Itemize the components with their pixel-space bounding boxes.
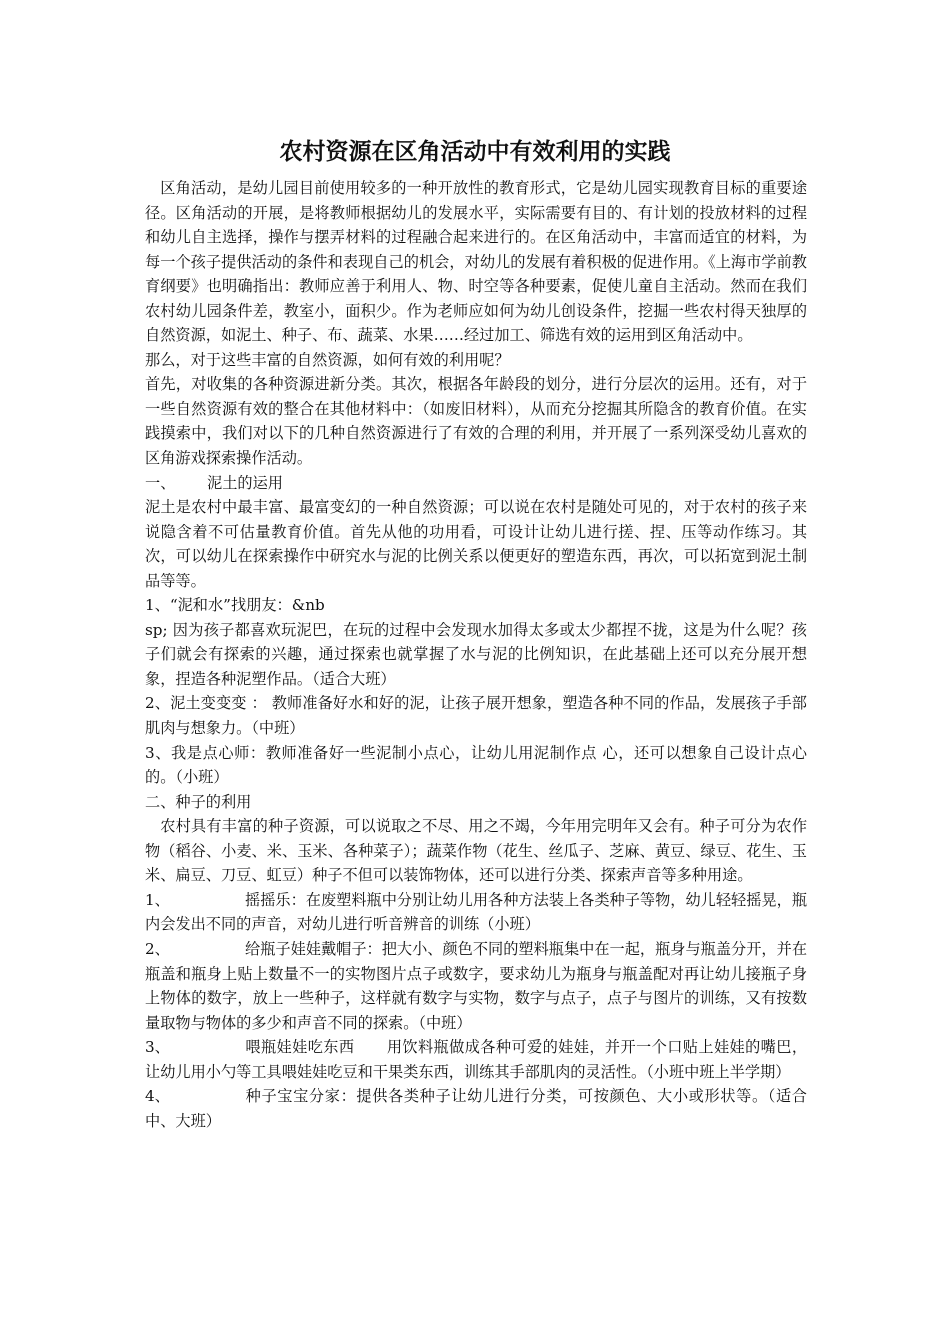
section1-item1-text: sp; 因为孩子都喜欢玩泥巴，在玩的过程中会发现水加得太多或太少都捏不拢，这是为什么呢？孩子们就会有探索的兴趣，通过探索也就掌握了水与泥的比例知识，在此基础上还可以充分展开想象，捏造各种泥塑作品。（适合大班） <box>145 620 807 688</box>
section2-item2 <box>145 937 807 1035</box>
section1-intro: 泥土是农村中最丰富、最富变幻的一种自然资源；可以说在农村是随处可见的，对于农村的孩子来说隐含着不可估量教育价值。首先从他的功用看，可设计让幼儿进行搓、捏、压等动作练习。其次，可以幼儿在探索操作中研究水与泥的比例关系以便更好的塑造东西，再次，可以拓宽到泥土制品等等。 <box>145 498 807 590</box>
intro-paragraph: 区角活动，是幼儿园目前使用较多的一种开放性的教育形式，它是幼儿园实现教育目标的重要途径。区角活动的开展，是将教师根据幼儿的发展水平，实际需要有目的、有计划的投放材料的过程和幼儿自主选择，操作与摆弄材料的过程融合起来进行的。在区角活动中，丰富而适宜的材料，为每一个孩子提供活动的条件和表现自己的机会，对幼儿的发展有着积极的促进作用。《上海市学前教育纲要》也明确指出：教师应善于利用人、物、时空等各种要素，促使儿童自主活动。然而在我们农村幼儿园条件差，教室小，面积少。作为老师应如何为幼儿创设条件，挖掘一些农村得天独厚的自然资源，如泥土、种子、布、蔬菜、水果……经过加工、筛选有效的运用到区角活动中。 <box>145 179 807 345</box>
item-number: 1、 <box>145 890 170 909</box>
item-text: 摇摇乐：在废塑料瓶中分别让幼儿用各种方法装上各类种子等物，幼儿轻轻摇晃，瓶内会发出不同的声音，对幼儿进行听音辨音的训练（小班） <box>145 890 807 934</box>
item-text: 种子宝宝分家：提供各类种子让幼儿进行分类，可按颜色、大小或形状等。（适合中、大班） <box>145 1087 807 1130</box>
section2-item3 <box>145 1035 807 1084</box>
section1-heading <box>145 471 807 496</box>
section1-number: 一、 <box>145 473 176 492</box>
item-number: 4、 <box>145 1087 170 1106</box>
question-paragraph: 那么，对于这些丰富的自然资源，如何有效的利用呢？ <box>145 350 510 369</box>
item-number: 2、 <box>145 939 170 958</box>
item-text: 给瓶子娃娃戴帽子：把大小、颜色不同的塑料瓶集中在一起，瓶身与瓶盖分开，并在瓶盖和瓶身上贴上数量不一的实物图片点子或数字，要求幼儿为瓶身与瓶盖配对再让幼儿接瓶子身上物体的数字，放上一些种子，这样就有数字与实物，数字与点子，点子与图片的训练，又有按数量取物与物体的多少和声音不同的探索。（中班） <box>145 939 807 1032</box>
document-body <box>145 176 807 1133</box>
section1-title: 泥土的运用 <box>207 473 283 492</box>
section1-item1-line: 1、“泥和水”找朋友：&nb <box>145 596 325 615</box>
section2-heading: 二、种子的利用 <box>145 792 252 811</box>
section1-item3: 3、我是点心师：教师准备好一些泥制小点心，让幼儿用泥制作点 心，还可以想象自己设计点心的。（小班） <box>145 743 807 787</box>
section2-item1 <box>145 888 807 937</box>
section2-intro: 农村具有丰富的种子资源，可以说取之不尽、用之不竭，今年用完明年又会有。种子可分为农作物（稻谷、小麦、米、玉米、各种菜子）；蔬菜作物（花生、丝瓜子、芝麻、黄豆、绿豆、花生、玉米、扁豆、刀豆、虹豆）种子不但可以装饰物体，还可以进行分类、探索声音等多种用途。 <box>145 817 807 885</box>
document-title: 农村资源在区角活动中有效利用的实践 <box>279 139 671 165</box>
item-number: 3、 <box>145 1038 170 1057</box>
item-text: 用饮料瓶做成各种可爱的娃娃，并开一个口贴上娃娃的嘴巴，让幼儿用小勺等工具喂娃娃吃豆和干果类东西，训练其手部肌肉的灵活性。（小班中班上半学期） <box>145 1038 808 1081</box>
section2-item4 <box>145 1084 807 1133</box>
item-label: 喂瓶娃娃吃东西 <box>245 1038 355 1057</box>
approach-paragraph: 首先，对收集的各种资源进新分类。其次，根据各年龄段的划分，进行分层次的运用。还有，对于一些自然资源有效的整合在其他材料中：（如废旧材料），从而充分挖掘其所隐含的教育价值。在实践摸索中，我们对以下的几种自然资源进行了有效的合理的利用，并开展了一系列深受幼儿喜欢的区角游戏探索操作活动。 <box>145 375 807 468</box>
section1-item2: 2、泥土变变变 ： 教师准备好水和好的泥，让孩子展开想象，塑造各种不同的作品，发展孩子手部肌肉与想象力。（中班） <box>145 694 807 738</box>
